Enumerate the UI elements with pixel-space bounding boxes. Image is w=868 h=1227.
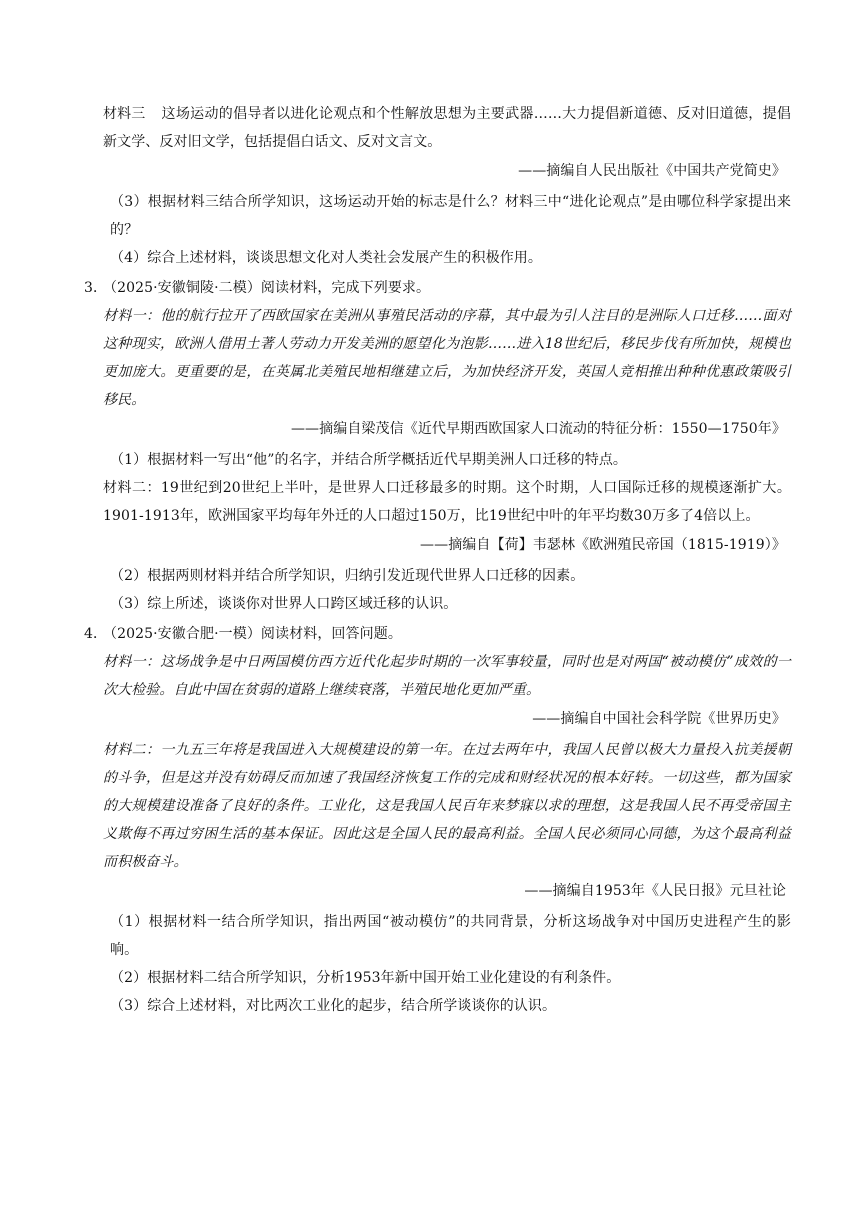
problem-3-number: 3． <box>84 280 108 296</box>
problem-3-source1: ——摘编自梁茂信《近代早期西欧国家人口流动的特征分析：1550—1750年》 <box>290 421 786 437</box>
material3-label: 材料三 <box>103 106 146 122</box>
problem-3-question-2: （2）根据两则材料并结合所学知识，归纳引发近现代世界人口迁移的因素。 <box>110 568 585 584</box>
problem-4-material2: 材料二：一九五三年将是我国进入大规模建设的第一年。在过去两年中，我国人民曾以极大力量投入抗美援朝的斗争，但是这并没有妨碍反而加速了我国经济恢复工作的完成和财经状况的根本好转。一切这些，都为国家的大规模建设准备了良好的条件。工业化，这是我国人民百年来梦寐以求的理想，这是我国人民不再受帝国主义欺侮不再过穷困生活的基本保证。因此这是全国人民的最高利益。全国人民必须同心同德，为这个最高利益而积极奋斗。 <box>103 742 791 870</box>
document-content <box>84 100 791 1020</box>
problem-3-header-text: （2025·安徽铜陵·二模）阅读材料，完成下列要求。 <box>103 280 431 296</box>
problem-4-question-1: （1）根据材料一结合所学知识，指出两国“被动模仿”的共同背景，分析这场战争对中国历史进程产生的影响。 <box>110 914 791 958</box>
problem-3-question-1: （1）根据材料一写出“他”的名字，并结合所学概括近代早期美洲人口迁移的特点。 <box>110 452 628 468</box>
problem-4-question-2: （2）根据材料二结合所学知识，分析1953年新中国开始工业化建设的有利条件。 <box>110 970 621 986</box>
problem-4-source2: ——摘编自1953年《人民日报》元旦社论 <box>524 883 786 899</box>
material3-source: ——摘编自人民出版社《中国共产党简史》 <box>518 163 786 179</box>
material3-text: 这场运动的倡导者以进化论观点和个性解放思想为主要武器……大力提倡新道德、反对旧道德，提倡新文学、反对旧文学，包括提倡白话文、反对文言文。 <box>103 106 791 150</box>
problem-4-material1: 材料一：这场战争是中日两国模仿西方近代化起步时期的一次军事较量，同时也是对两国“被动模仿”成效的一次大检验。自此中国在贫弱的道路上继续衰落，半殖民地化更加严重。 <box>103 654 791 698</box>
problem-3-question-3: （3）综上所述，谈谈你对世界人口跨区域迁移的认识。 <box>110 596 458 612</box>
question-2-4: （4）综合上述材料，谈谈思想文化对人类社会发展产生的积极作用。 <box>110 250 543 266</box>
material3-paragraph <box>103 100 791 156</box>
problem-4-source1: ——摘编自中国社会科学院《世界历史》 <box>532 711 786 727</box>
problem-4-header-text: （2025·安徽合肥·一模）阅读材料，回答问题。 <box>103 626 402 642</box>
problem-3-source2: ——摘编自【荷】韦瑟林《欧洲殖民帝国（1815-1919）》 <box>420 537 786 553</box>
problem-3-header <box>84 274 791 302</box>
problem-4-question-3: （3）综合上述材料，对比两次工业化的起步，结合所学谈谈你的认识。 <box>110 998 557 1014</box>
problem-4-header <box>84 620 791 648</box>
problem-3-material2: 材料二：19世纪到20世纪上半叶，是世界人口迁移最多的时期。这个时期，人口国际迁移的规模逐渐扩大。1901-1913年，欧洲国家平均每年外迁的人口超过150万，比19世纪中叶的年平均数30万多了4倍以上。 <box>103 480 791 524</box>
problem-3-material1: 材料一：他的航行拉开了西欧国家在美洲从事殖民活动的序幕，其中最为引人注目的是洲际人口迁移……面对这种现实，欧洲人借用土著人劳动力开发美洲的愿望化为泡影……进入18世纪后，移民步伐有所加快，规模也更加庞大。更重要的是，在英属北美殖民地相继建立后，为加快经济开发，英国人竞相推出种种优惠政策吸引移民。 <box>103 308 791 408</box>
question-2-3: （3）根据材料三结合所学知识，这场运动开始的标志是什么？材料三中“进化论观点”是由哪位科学家提出来的？ <box>110 194 791 238</box>
problem-4-number: 4． <box>84 626 108 642</box>
